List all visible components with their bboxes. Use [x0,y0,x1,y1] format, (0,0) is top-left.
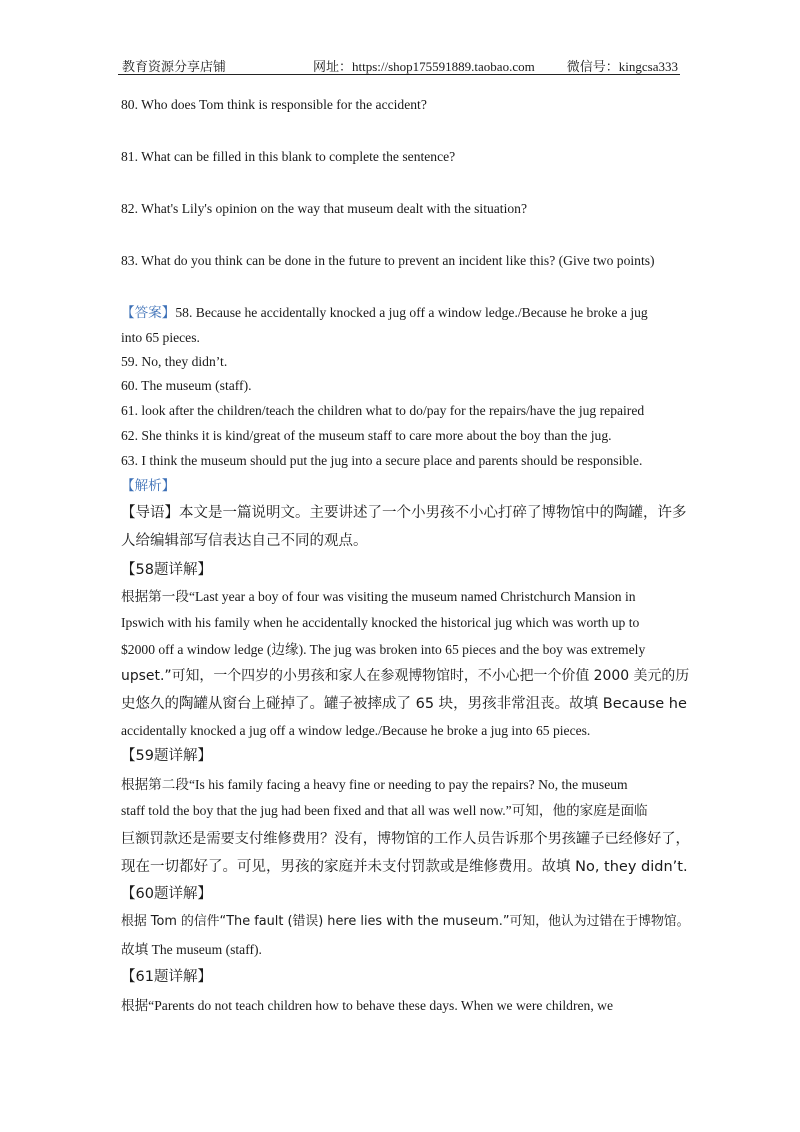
answer-63: 63. I think the museum should put the jug into a secure place and parents should be responsible. [121,453,643,468]
section-heading-60: 【60题详解】 [121,886,212,902]
analysis-intro-line-1: 【导语】本文是一篇说明文。主要讲述了一个小男孩不小心打碎了博物馆中的陶罐，许多 [121,505,687,521]
analysis-58-line-4: upset.”可知，一个四岁的小男孩和家人在参观博物馆时，不小心把一个价值 2000 美元的历 [121,668,690,684]
header-wechat: 微信号：kingcsa333 [566,59,678,74]
analysis-58-line-1: 根据第一段“Last year a boy of four was visiting the museum named Christchurch Mansion in [121,589,636,604]
analysis-intro-line-2: 人给编辑部写信表达自己不同的观点。 [121,533,368,549]
answer-58: 58. Because he accidentally knocked a jug off a window ledge./Because he broke a jug [175,305,648,320]
analysis-61-line-1: 根据“Parents do not teach children how to behave these days. When we were children, we [121,998,613,1013]
answer-line: into 65 pieces. [121,330,200,345]
section-heading-61: 【61题详解】 [121,969,212,985]
question-80: 80. Who does Tom think is responsible for the accident? [121,97,427,112]
question-82: 82. What's Lily's opinion on the way that museum dealt with the situation? [121,201,527,216]
answer-60: 60. The museum (staff). [121,378,252,393]
analysis-58-line-5: 史悠久的陶罐从窗台上碰掉了。罐子被摔成了 65 块，男孩非常沮丧。故填 Because he [121,696,687,712]
analysis-59-line-4: 现在一切都好了。可见，男孩的家庭并未支付罚款或是维修费用。故填 No, they didn’t. [121,859,688,875]
section-heading-59: 【59题详解】 [121,748,212,764]
analysis-58-line-3: $2000 off a window ledge (边缘). The jug was broken into 65 pieces and the boy was extremely [121,642,646,657]
question-83: 83. What do you think can be done in the future to prevent an incident like this? (Give two points) [121,253,655,268]
analysis-59-line-2: staff told the boy that the jug had been fixed and that all was well now.”可知，他的家庭是面临 [121,803,648,818]
answer-59: 59. No, they didn’t. [121,354,228,369]
analysis-58-line-2: Ipswich with his family when he accidentally knocked the historical jug which was worth up to [121,615,640,630]
analysis-60-line-1: 根据 Tom 的信件“The fault (错误) here lies with the museum.”可知，他认为过错在于博物馆。 [121,914,690,929]
header-shop-name: 教育资源分享店铺 [122,60,227,75]
answer-61: 61. look after the children/teach the children what to do/pay for the repairs/have the jug repaired [121,403,645,418]
header-url: 网址：https://shop175591889.taobao.com [313,59,535,74]
answer-first-line [121,303,648,323]
question-81: 81. What can be filled in this blank to complete the sentence? [121,149,456,164]
section-heading-58: 【58题详解】 [121,562,212,578]
analysis-59-line-3: 巨额罚款还是需要支付维修费用？没有，博物馆的工作人员告诉那个男孩罐子已经修好了， [121,831,690,847]
analysis-59-line-1: 根据第二段“Is his family facing a heavy fine or needing to pay the repairs? No, the museum [121,777,628,792]
analysis-58-line-6: accidentally knocked a jug off a window ledge./Because he broke a jug into 65 pieces. [121,723,591,738]
page-header [118,52,680,75]
analysis-60-line-2: 故填 The museum (staff). [121,942,262,957]
analysis-tag: 【解析】 [121,478,176,494]
answer-62: 62. She thinks it is kind/great of the museum staff to care more about the boy than the jug. [121,428,612,443]
answer-tag: 【答案】 [121,305,176,321]
